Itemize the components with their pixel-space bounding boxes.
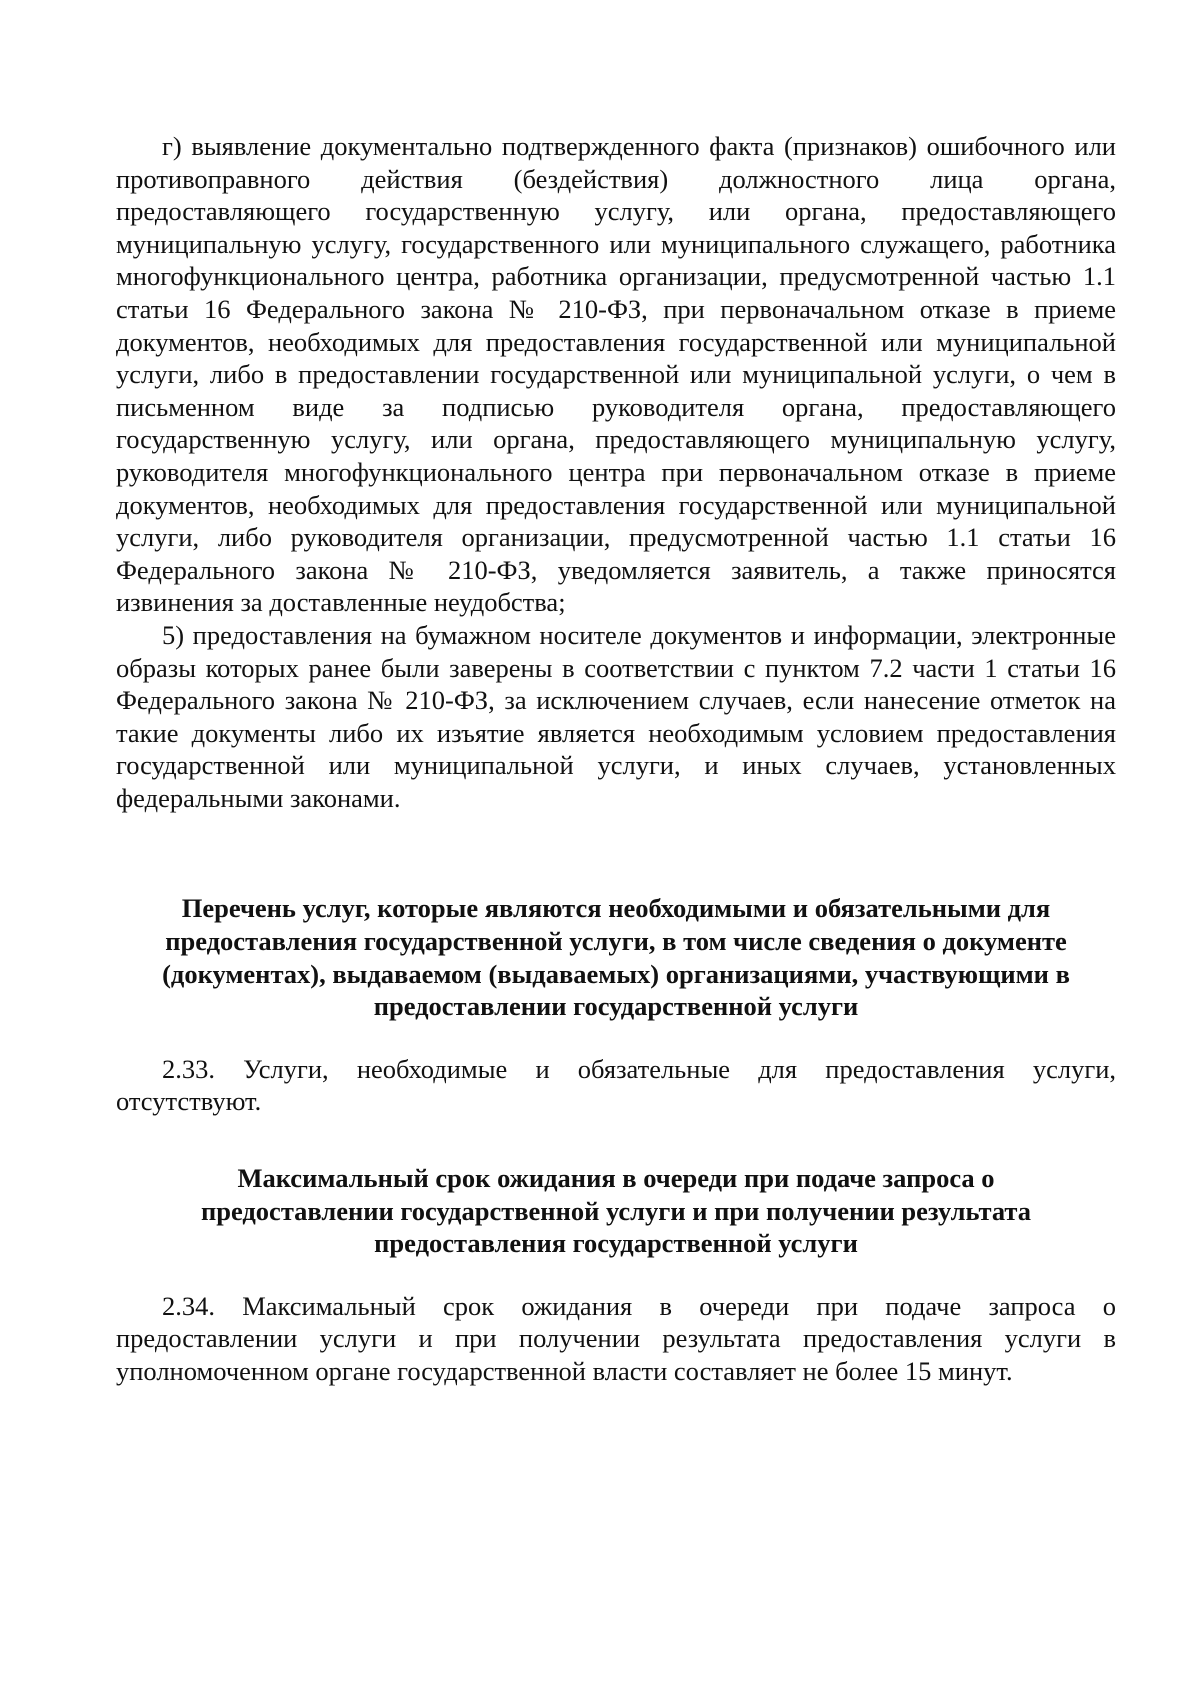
page-content <box>116 130 1116 1388</box>
paragraph-2-33: 2.33. Услуги, необходимые и обязательные для предоставления услуги, отсутствуют. <box>116 1053 1116 1117</box>
paragraph-g-violation: г) выявление документально подтвержденного факта (признаков) ошибочного или противоправного действия (бездействия) должностного лица органа, предоставляющего государственную услугу, или органа, предоставляющего муниципальную услугу, государственного или муниципального служащего, работника многофункционального центра, работника организации, предусмотренной частью 1.1 статьи 16 Федерального закона № 210-ФЗ, при первоначальном отказе в приеме документов, необходимых для предоставления государственной или муниципальной услуги, либо в предоставлении государственной или муниципальной услуги, о чем в письменном виде за подписью руководителя органа, предоставляющего государственную услугу, или органа, предоставляющего муниципальную услугу, руководителя многофункционального центра при первоначальном отказе в приеме документов, необходимых для предоставления государственной или муниципальной услуги, либо руководителя организации, предусмотренной частью 1.1 статьи 16 Федерального закона № 210-ФЗ, уведомляется заявитель, а также приносятся извинения за доставленные неудобства; <box>116 131 1116 618</box>
paragraph-2-34: 2.34. Максимальный срок ожидания в очереди при подаче запроса о предоставлении услуги и при получении результата предоставления услуги в уполномоченном органе государственной власти составляет не более 15 минут. <box>116 1290 1116 1386</box>
section-spacer <box>116 814 1116 892</box>
section-spacer <box>116 1118 1116 1162</box>
section-spacer <box>116 1023 1116 1053</box>
paragraph-5-paper-documents: 5) предоставления на бумажном носителе документов и информации, электронные образы которых ранее были заверены в соответствии с пунктом 7.2 части 1 статьи 16 Федерального закона № 210-ФЗ, за исключением случаев, если нанесение отметок на такие документы либо их изъятие является необходимым условием предоставления государственной или муниципальной услуги, и иных случаев, установленных федеральными законами. <box>116 619 1116 813</box>
section-heading-required-services: Перечень услуг, которые являются необходимыми и обязательными для предоставления государственной услуги, в том числе сведения о документе (документах), выдаваемом (выдаваемых) организациями, участвующими в предоставлении государственной услуги <box>162 893 1070 1022</box>
section-heading-queue-time: Максимальный срок ожидания в очереди при подаче запроса о предоставлении государственной услуги и при получении результата предоставления государственной услуги <box>200 1163 1031 1259</box>
section-spacer <box>116 1260 1116 1290</box>
